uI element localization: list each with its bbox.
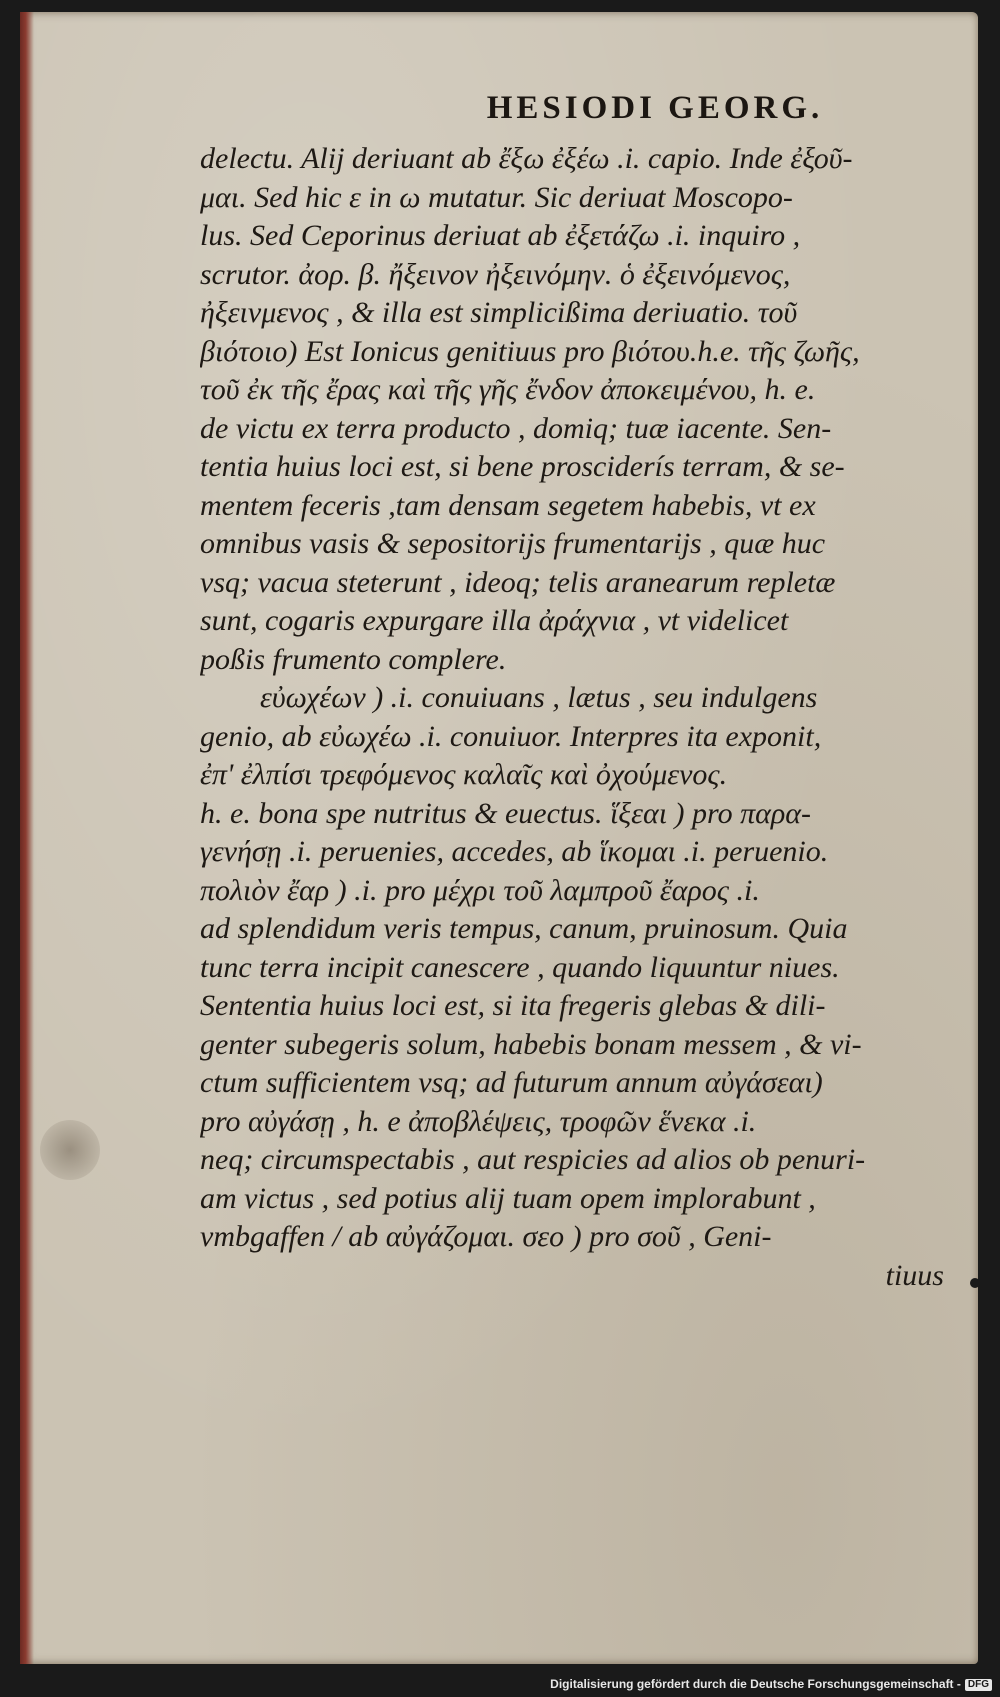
text-line: neq; circumspectabis , aut respicies ad alios ob penuri- bbox=[200, 1143, 866, 1176]
text-line: μαι. Sed hic ε in ω mutatur. Sic deriuat Moscopo- bbox=[200, 180, 793, 214]
text-line: am victus , sed potius alij tuam opem implorabunt , bbox=[200, 1181, 816, 1215]
digitization-credit bbox=[550, 1677, 992, 1691]
text-line: omnibus vasis & sepositorijs frumentarijs , quæ huc bbox=[200, 527, 826, 560]
body-text bbox=[200, 140, 944, 1295]
text-line: lus. Sed Ceporinus deriuat ab ἐξετάζω .i. inquiro , bbox=[200, 219, 801, 252]
text-line: scrutor. ἀορ. β. ἤξεινον ἠξεινόμην. ὁ ἐξεινόμενος, bbox=[200, 257, 791, 291]
text-line: delectu. Alij deriuant ab ἔξω ἐξέω .i. capio. Inde ἐξοῦ- bbox=[200, 142, 853, 175]
text-line: sunt, cogaris expurgare illa ἀράχνια , vt videlicet bbox=[200, 604, 789, 637]
text-line: ctum sufficientem vsq; ad futurum annum αὐγάσεαι) bbox=[200, 1066, 823, 1099]
text-line: tentia huius loci est, si bene prosciderís terram, & se- bbox=[200, 450, 845, 483]
text-line: vmbgaffen / ab αὐγάζομαι. σεο ) pro σοῦ , Geni- bbox=[200, 1220, 772, 1253]
book-spine-edge bbox=[20, 12, 34, 1664]
text-line: πολιὸν ἔαρ ) .i. pro μέχρι τοῦ λαμπροῦ ἔαρος .i. bbox=[200, 873, 760, 907]
text-line: τοῦ ἐκ τῆς ἔρας καὶ τῆς γῆς ἔνδον ἀποκειμένου, h. e. bbox=[200, 373, 816, 406]
text-line: tunc terra incipit canescere , quando liquuntur niues. bbox=[200, 950, 840, 984]
text-line: Sententia huius loci est, si ita fregeris glebas & dili- bbox=[200, 989, 826, 1022]
text-line: h. e. bona spe nutritus & euectus. ἵξεαι ) pro παρα- bbox=[200, 796, 812, 830]
text-line: βιότοιο) Est Ionicus genitiuus pro βιότου.h.e. τῆς ζωῆς, bbox=[200, 334, 860, 368]
credit-text: Digitalisierung gefördert durch die Deutsche Forschungsgemeinschaft - bbox=[550, 1677, 961, 1691]
text-line: vsq; vacua steterunt , ideoq; telis aranearum repletæ bbox=[200, 565, 836, 599]
text-line: genio, ab εὐωχέω .i. conuiuor. Interpres ita exponit, bbox=[200, 719, 822, 753]
text-line: ἐπ' ἐλπίσι τρεφόμενος καλαῖς καὶ ὀχούμενος. bbox=[200, 758, 728, 791]
running-header bbox=[0, 90, 1000, 127]
paragraph-start-line: εὐωχέων ) .i. conuiuans , lætus , seu indulgens bbox=[260, 681, 818, 714]
text-line: γενήσῃ .i. peruenies, accedes, ab ἵκομαι .i. peruenio. bbox=[200, 835, 829, 868]
text-line: pro αὐγάσῃ , h. e ἀποβλέψεις, τροφῶν ἕνεκα .i. bbox=[200, 1104, 757, 1138]
catchword: tiuus bbox=[885, 1258, 944, 1292]
text-line: de victu ex terra producto , domiq; tuæ iacente. Sen- bbox=[200, 411, 832, 445]
text-line: poßis frumento complere. bbox=[200, 642, 507, 676]
text-line: ad splendidum veris tempus, canum, pruinosum. Quia bbox=[200, 912, 848, 945]
text-line: ἠξεινμενος , & illa est simplicißima deriuatio. τοῦ bbox=[200, 296, 798, 329]
text-line: mentem feceris ,tam densam segetem habebis, vt ex bbox=[200, 488, 816, 522]
running-title: HESIODI GEORG. bbox=[486, 90, 824, 126]
text-line: genter subegeris solum, habebis bonam messem , & vi- bbox=[200, 1027, 862, 1061]
page-stain bbox=[40, 1120, 100, 1180]
dfg-logo: DFG bbox=[965, 1679, 992, 1691]
page-edge-mark bbox=[970, 1278, 980, 1288]
